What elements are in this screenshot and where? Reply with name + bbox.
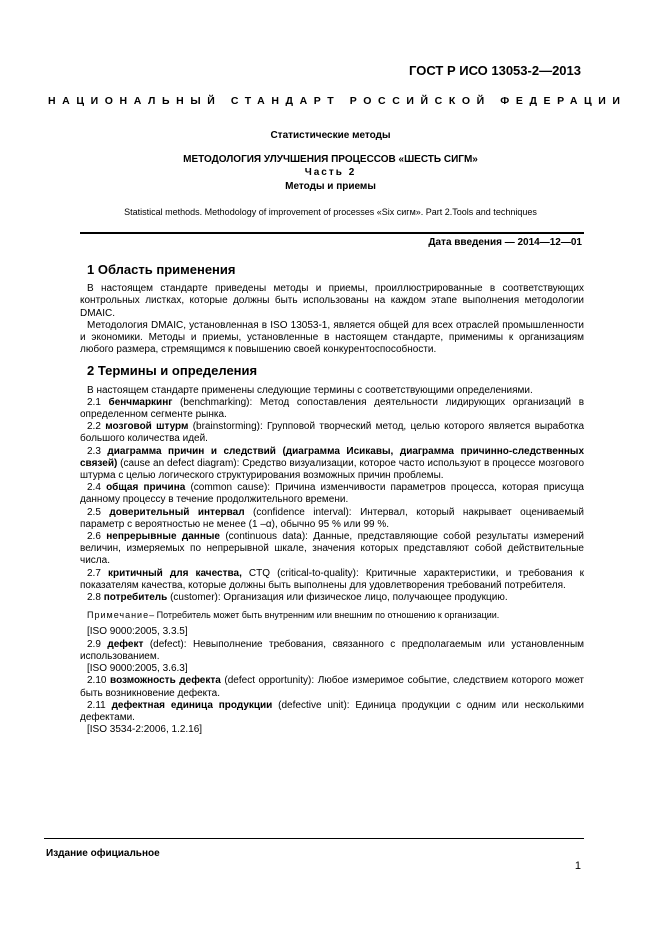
term-name: доверительный интервал [109,506,245,518]
term-definition [80,568,584,592]
term-definition [80,592,584,604]
terms-list [80,639,584,663]
reference: [ISO 9000:2005, 3.3.5] [87,626,188,638]
term-number: 2.8 [87,592,101,604]
english-title: Statistical methods. Methodology of improvement of processes «Six сигм». Part 2.Tools and techniques [124,207,537,217]
term-text: CTQ (critical-to-quality): Критичные характеристики, и требования к показателям качества, которые должны быть выполнены для удовлетворения требований потребителя. [80,567,584,591]
term-number: 2.3 [87,445,101,457]
section-heading: 1 Область применения [87,262,236,277]
term-number: 2.10 [87,675,107,687]
term-number: 2.5 [87,506,101,518]
term-number: 2.6 [87,531,101,543]
term-text: (defect opportunity): Любое измеримое событие, следствием которого может быть возникновение дефекта. [80,675,585,699]
note [80,609,584,621]
term-number: 2.9 [87,638,101,650]
term-name: диаграмма причин и следствий (диаграмма Исикавы, диаграмма причинно-следственных связей) [80,445,585,469]
note-text: – Потребитель может быть внутренним или внешним по отношению к организации. [149,610,500,621]
paragraph: Методология DMAIC, установленная в ISO 13053-1, является общей для всех отраслей промышленности и экономики. Методы и приемы, установленные в настоящем стандарте, применимы к организациям любого размера, стремящимся к повышению своей конкурентоспособности. [80,319,584,356]
term-definition [80,446,584,483]
term-text: (defective unit): Единица продукции с одним или несколькими дефектами. [80,699,584,723]
term-name: бенчмаркинг [108,396,173,408]
subtitle: Методы и приемы [285,181,376,192]
term-number: 2.4 [87,482,101,494]
term-definition [80,507,584,531]
subject-title: Статистические методы [270,130,391,141]
term-number: 2.2 [87,421,101,433]
document-body [80,262,584,736]
term-definition [80,397,584,421]
term-name: возможность дефекта [110,675,221,687]
term-text: (confidence interval): Интервал, который накрывает оцениваемый параметр с вероятностью не менее (1 –α), обычно 95 % или 99 %. [80,506,584,530]
reference: [ISO 9000:2005, 3.6.3] [87,663,188,675]
official-edition: Издание официальное [46,848,160,859]
main-title: МЕТОДОЛОГИЯ УЛУЧШЕНИЯ ПРОЦЕССОВ «ШЕСТЬ СИГМ» [183,154,478,165]
paragraph: В настоящем стандарте применены следующие термины с соответствующими определениями. [87,384,533,396]
term-name: общая причина [106,482,186,494]
terms-list [80,675,584,724]
paragraph: В настоящем стандарте приведены методы и приемы, проиллюстрированные в соответствующих контрольных листках, которые должны быть использованы на каждом этапе выполнения методологии DMAIC. [80,283,584,319]
term-text: (defect): Невыполнение требования, связанного с предполагаемым или установленным использованием. [80,638,585,662]
term-number: 2.11 [87,699,106,711]
term-name: дефектная единица продукции [111,699,273,711]
term-definition [80,531,584,568]
reference: [ISO 3534-2:2006, 1.2.16] [87,724,203,736]
footer-divider [44,838,584,839]
term-text: (continuous data): Данные, представляющие собой результаты измерений величин, измеряемых по непрерывной шкале, значения которых представляют собой действительные числа. [80,531,584,567]
term-definition [80,482,584,506]
term-number: 2.1 [87,396,101,408]
term-name: критичный для качества, [107,567,242,579]
part-label: Часть 2 [304,167,357,178]
term-text: (common cause): Причина изменчивости параметров процесса, которая присуща данному процессу в течение продолжительного времени. [80,482,584,506]
term-name: потребитель [103,592,168,604]
term-text: (customer): Организация или физическое лицо, получающее продукцию. [167,592,508,604]
divider [80,232,584,234]
term-text: (benchmarking): Метод сопоставления деятельности лидирующих организаций в определенном сегменте рынка. [80,396,584,421]
term-text: (brainstorming): Групповой творческий метод, целью которого является выработка большого количества идей. [80,421,585,445]
section-heading: 2 Термины и определения [87,363,258,379]
term-definition [80,421,584,445]
page-number: 1 [574,860,581,872]
national-standard-banner: НАЦИОНАЛЬНЫЙ СТАНДАРТ РОССИЙСКОЙ ФЕДЕРАЦИИ [48,95,627,107]
term-definition [80,639,584,663]
term-definition [80,675,584,699]
note-label: Примечание [87,610,150,621]
introduction-date: Дата введения — 2014—12—01 [428,237,582,248]
term-name: мозговой штурм [105,421,189,433]
standard-code: ГОСТ Р ИСО 13053-2—2013 [409,63,581,78]
term-definition [80,700,584,724]
term-text: (cause an defect diagram): Средство визуализации, которое часто используют в процессе мозгового штурма с целью логического структурирования возможных причин проблемы. [80,457,584,482]
terms-list [80,397,584,604]
term-name: дефект [107,638,144,650]
term-name: непрерывные данные [106,531,220,543]
term-number: 2.7 [87,567,101,579]
